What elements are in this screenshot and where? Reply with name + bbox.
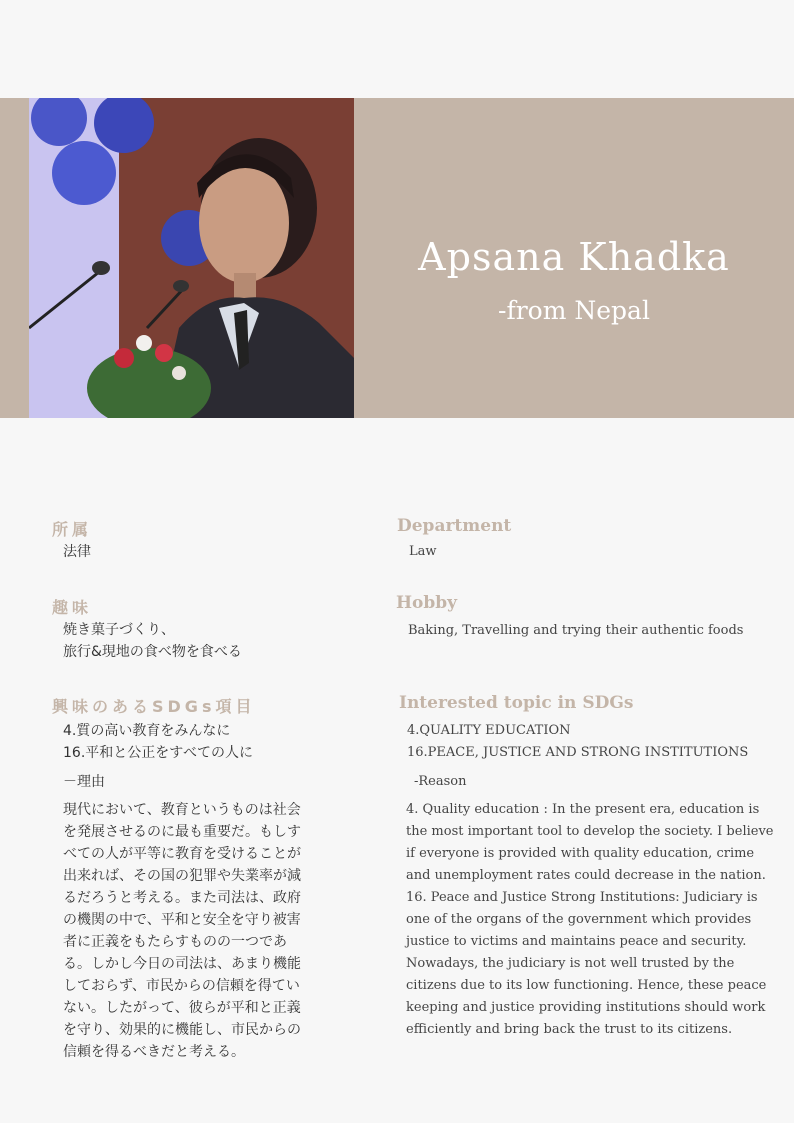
sdgs-heading-en: Interested topic in SDGs [399,693,634,713]
sdgs-goal: 4.質の高い教育をみんなに [63,723,231,739]
reason-line-jp: べての人が平等に教育を受けることが [63,846,301,862]
person-origin: -from Nepal [498,296,650,325]
profile-banner [0,98,794,418]
reason-line-jp: る。しかし今日の司法は、あまり機能 [63,956,301,972]
department-value-jp: 法律 [63,544,91,560]
hobby-value-en: Baking, Travelling and trying their authentic foods [408,623,744,638]
reason-line-jp: 者に正義をもたらすものの一つであ [63,934,287,950]
reason-line-en: keeping and justice providing institutions should work [406,1000,766,1015]
reason-line-jp: を守り、効果的に機能し、市民からの [63,1022,301,1038]
department-heading-en: Department [397,516,512,536]
hobby-heading-jp: 趣味 [52,598,93,617]
hobby-line: 旅行&現地の食べ物を食べる [63,644,242,660]
reason-line-en: justice to victims and maintains peace and security. [406,934,747,949]
reason-text-jp [63,799,301,1063]
hobby-value-jp [63,619,242,663]
reason-line-en: efficiently and bring back the trust to its citizens. [406,1022,733,1037]
department-value-en: Law [409,544,437,559]
reason-text-en [406,799,774,1041]
sdgs-goals-en [407,720,748,764]
speaker-photo-illustration [29,98,354,418]
reason-label-en: -Reason [414,774,467,789]
reason-line-jp: ない。したがって、彼らが平和と正義 [63,1000,301,1016]
person-name: Apsana Khadka [418,235,730,279]
department-heading-jp: 所属 [52,520,93,539]
sdgs-heading-jp: 興味のあるSDGs項目 [52,697,256,716]
reason-line-jp: の機関の中で、平和と安全を守り被害 [63,912,301,928]
reason-line-jp: しておらず、市民からの信頼を得てい [63,978,300,994]
profile-photo [29,98,354,418]
sdgs-goal-en: 16.PEACE, JUSTICE AND STRONG INSTITUTIONS [407,745,749,760]
reason-line-jp: 現代において、教育というものは社会 [63,802,301,818]
sdgs-goal: 16.平和と公正をすべての人に [63,745,253,761]
reason-line-en: Nowadays, the judiciary is not well trusted by the [406,956,735,971]
reason-line-jp: を発展させるのに最も重要だ。もしす [63,824,301,840]
reason-line-en: citizens due to its low functioning. Hence, these peace [406,978,767,993]
reason-line-en: and unemployment rates could decrease in the nation. [406,868,766,883]
reason-label-jp: －理由 [63,774,105,790]
reason-line-en: the most important tool to develop the society. I believe [406,824,774,839]
sdgs-goals-jp [63,720,253,764]
reason-line-en: 16. Peace and Justice Strong Institutions: Judiciary is [406,890,758,905]
hobby-heading-en: Hobby [396,593,458,613]
reason-line-jp: 信頼を得るべきだと考える。 [63,1044,245,1060]
sdgs-goal-en: 4.QUALITY EDUCATION [407,723,571,738]
reason-line-jp: るだろうと考える。また司法は、政府 [63,890,301,906]
reason-line-en: 4. Quality education : In the present era, education is [406,802,760,817]
reason-line-en: one of the organs of the government which provides [406,912,752,927]
hobby-line: 焼き菓子づくり、 [63,622,175,638]
reason-line-en: if everyone is provided with quality education, crime [406,846,755,861]
reason-line-jp: 出来れば、その国の犯罪や失業率が減 [63,868,301,884]
